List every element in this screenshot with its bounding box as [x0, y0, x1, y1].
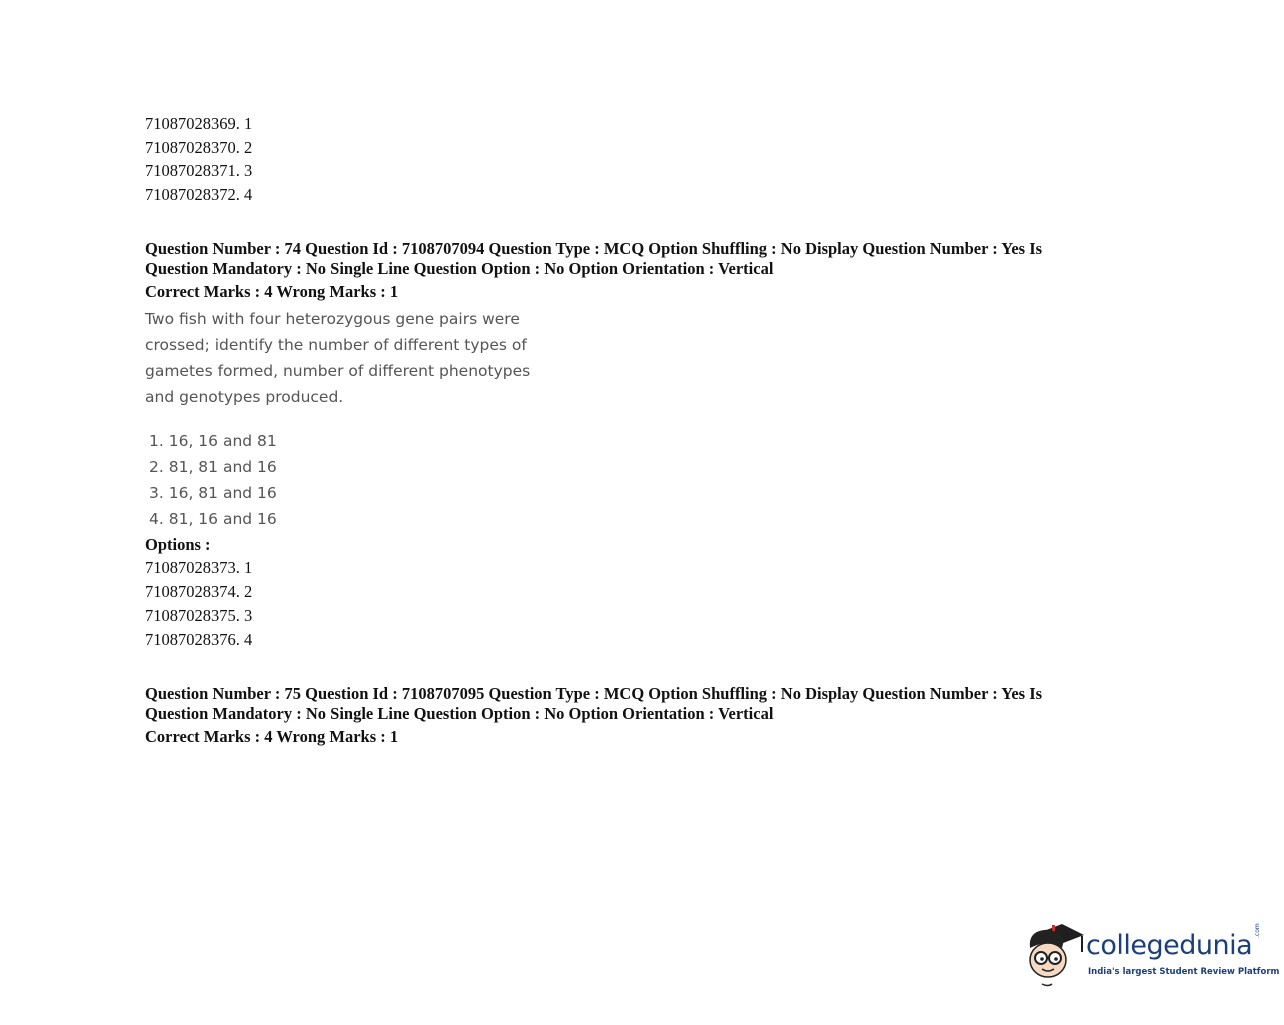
q74-options-label: Options :: [145, 535, 211, 554]
q74-meta-line1: Question Number : 74 Question Id : 7108707094 Question Type : MCQ Option Shuffling : No Display Question Number : Yes Is: [145, 239, 1043, 258]
logo-wordmark: collegedunia: [1086, 930, 1253, 961]
q74-answer-4: 4. 81, 16 and 16: [149, 510, 277, 528]
q74-question-line: gametes formed, number of different phenotypes: [145, 362, 531, 380]
q75-marks: Correct Marks : 4 Wrong Marks : 1: [145, 727, 399, 746]
q75-meta-line2: Question Mandatory : No Single Line Question Option : No Option Orientation : Vertical: [145, 703, 774, 723]
q74-question-line: and genotypes produced.: [145, 388, 344, 406]
q74-question-text: [145, 306, 545, 410]
q74-question-line: crossed; identify the number of different types of: [145, 336, 527, 354]
q74-option-2: 71087028374. 2: [145, 582, 253, 601]
logo-tagline: India's largest Student Review Platform: [1088, 967, 1280, 977]
q75-meta: [145, 684, 1125, 723]
q74-answer-2: 2. 81, 81 and 16: [149, 458, 277, 476]
q74-meta: [145, 239, 1125, 278]
q74-answer-1: 1. 16, 16 and 81: [149, 432, 277, 450]
q74-question-line: Two fish with four heterozygous gene pairs were: [145, 310, 520, 328]
prev-option-3: 71087028371. 3: [145, 161, 253, 180]
q74-answer-3: 3. 16, 81 and 16: [149, 484, 277, 502]
prev-option-2: 71087028370. 2: [145, 138, 253, 157]
q75-meta-line1: Question Number : 75 Question Id : 7108707095 Question Type : MCQ Option Shuffling : No Display Question Number : Yes Is: [145, 684, 1043, 703]
q74-marks: Correct Marks : 4 Wrong Marks : 1: [145, 282, 399, 301]
prev-option-4: 71087028372. 4: [145, 185, 253, 204]
q74-option-1: 71087028373. 1: [145, 558, 253, 577]
prev-option-1: 71087028369. 1: [145, 114, 253, 133]
q74-meta-line2: Question Mandatory : No Single Line Question Option : No Option Orientation : Vertical: [145, 258, 774, 278]
q74-option-4: 71087028376. 4: [145, 630, 253, 649]
collegedunia-logo: [1022, 914, 1280, 994]
logo-dotcom: .com: [1254, 923, 1261, 938]
q74-option-3: 71087028375. 3: [145, 606, 253, 625]
mascot-icon: [1022, 918, 1088, 988]
